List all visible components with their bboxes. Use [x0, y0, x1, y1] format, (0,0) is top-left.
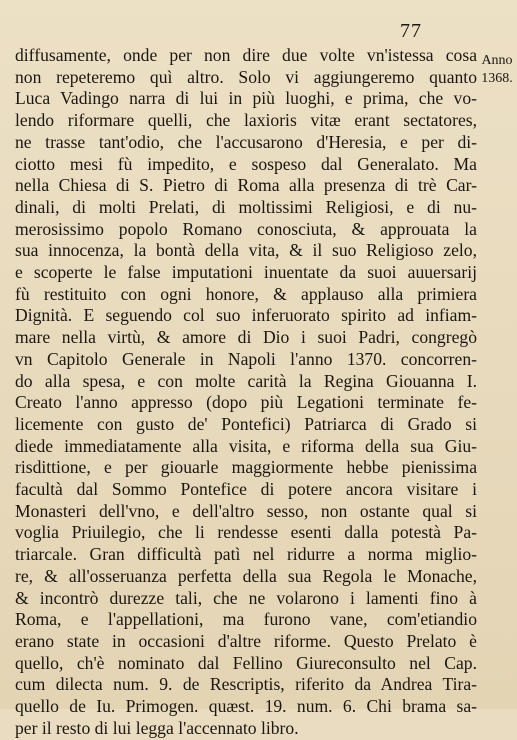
text-line: merosissimo popolo Romano conosciuta, & approuata la [15, 218, 477, 239]
page-number: 77 [400, 20, 422, 42]
text-line: non repeteremo quì altro. Solo vi aggiungeremo quanto [15, 66, 477, 87]
text-line: cum dilecta num. 9. de Rescriptis, riferito da Andrea Tira- [15, 674, 477, 695]
text-line: lendo riformare quelli, che laxioris vitæ erant sectatores, [15, 110, 477, 131]
text-line: Monasteri dell'vno, e dell'altro sesso, non ostante qual si [15, 500, 477, 521]
text-line: dinali, di molti Prelati, di moltissimi Religiosi, e di nu- [15, 196, 477, 217]
text-line: Creato l'anno appresso (dopo più Legationi terminate fe- [15, 392, 477, 413]
text-line: Roma, e l'appellationi, ma furono vane, com'etiandio [15, 609, 477, 630]
margin-year-note [478, 52, 516, 88]
text-line: fù restituito con ogni honore, & applauso alla primiera [15, 283, 477, 304]
text-line: risdittione, e per giouarle maggiormente hebbe pienissima [15, 457, 477, 478]
text-line: re, & all'osseruanza perfetta della sua Regola le Monache, [15, 565, 477, 586]
text-line: licemente con gusto de' Pontefici) Patriarca di Grado si [15, 413, 477, 434]
text-line: e scoperte le false imputationi inuentate da suoi auuersarij [15, 262, 477, 283]
text-line: mare nella virtù, & amore di Dio i suoi Padri, congregò [15, 327, 477, 348]
text-line: nella Chiesa di S. Pietro di Roma alla presenza di trè Car- [15, 175, 477, 196]
margin-note-label: Anno [481, 53, 513, 68]
text-line: diede immediatamente alla visita, e riforma della sua Giu- [15, 435, 477, 456]
text-line: vn Capitolo Generale in Napoli l'anno 1370. concorren- [15, 348, 477, 369]
text-line: facultà dal Sommo Pontefice di potere ancora visitare i [15, 479, 477, 500]
body-text [15, 45, 477, 740]
margin-note-year: 1368. [481, 71, 513, 86]
text-line: Dignità. E seguendo col suo inferuorato spirito ad infiam- [15, 305, 477, 326]
text-line: triarcale. Gran difficultà patì nel ridurre a norma miglio- [15, 544, 477, 565]
text-line: ciotto mesi fù impedito, e sospeso dal Generalato. Ma [15, 153, 477, 174]
text-line: per il resto di lui legga l'accennato libro. [15, 717, 299, 738]
text-line: Luca Vadingo narra di lui in più luoghi, e prima, che vo- [15, 88, 477, 109]
text-line: sua innocenza, la bontà della vita, & il suo Religioso zelo, [15, 240, 477, 261]
text-line: quello, ch'è nominato dal Fellino Giureconsulto nel Cap. [15, 652, 477, 673]
text-line: erano state in occasioni d'altre riforme. Questo Prelato è [15, 630, 477, 651]
text-line: ne trasse tant'odio, che l'accusarono d'Heresia, e per di- [15, 131, 477, 152]
text-line: diffusamente, onde per non dire due volte vn'istessa cosa [15, 45, 477, 65]
text-line: quello de Iu. Primogen. quæst. 19. num. 6. Chi brama sa- [15, 696, 477, 717]
text-line: voglia Priuilegio, che li rendesse esenti dalla potestà Pa- [15, 522, 477, 543]
text-line: do alla spesa, e con molte carità la Regina Giouanna I. [15, 370, 477, 391]
text-line: & incontrò durezze tali, che ne volarono i lamenti fino à [15, 587, 477, 608]
